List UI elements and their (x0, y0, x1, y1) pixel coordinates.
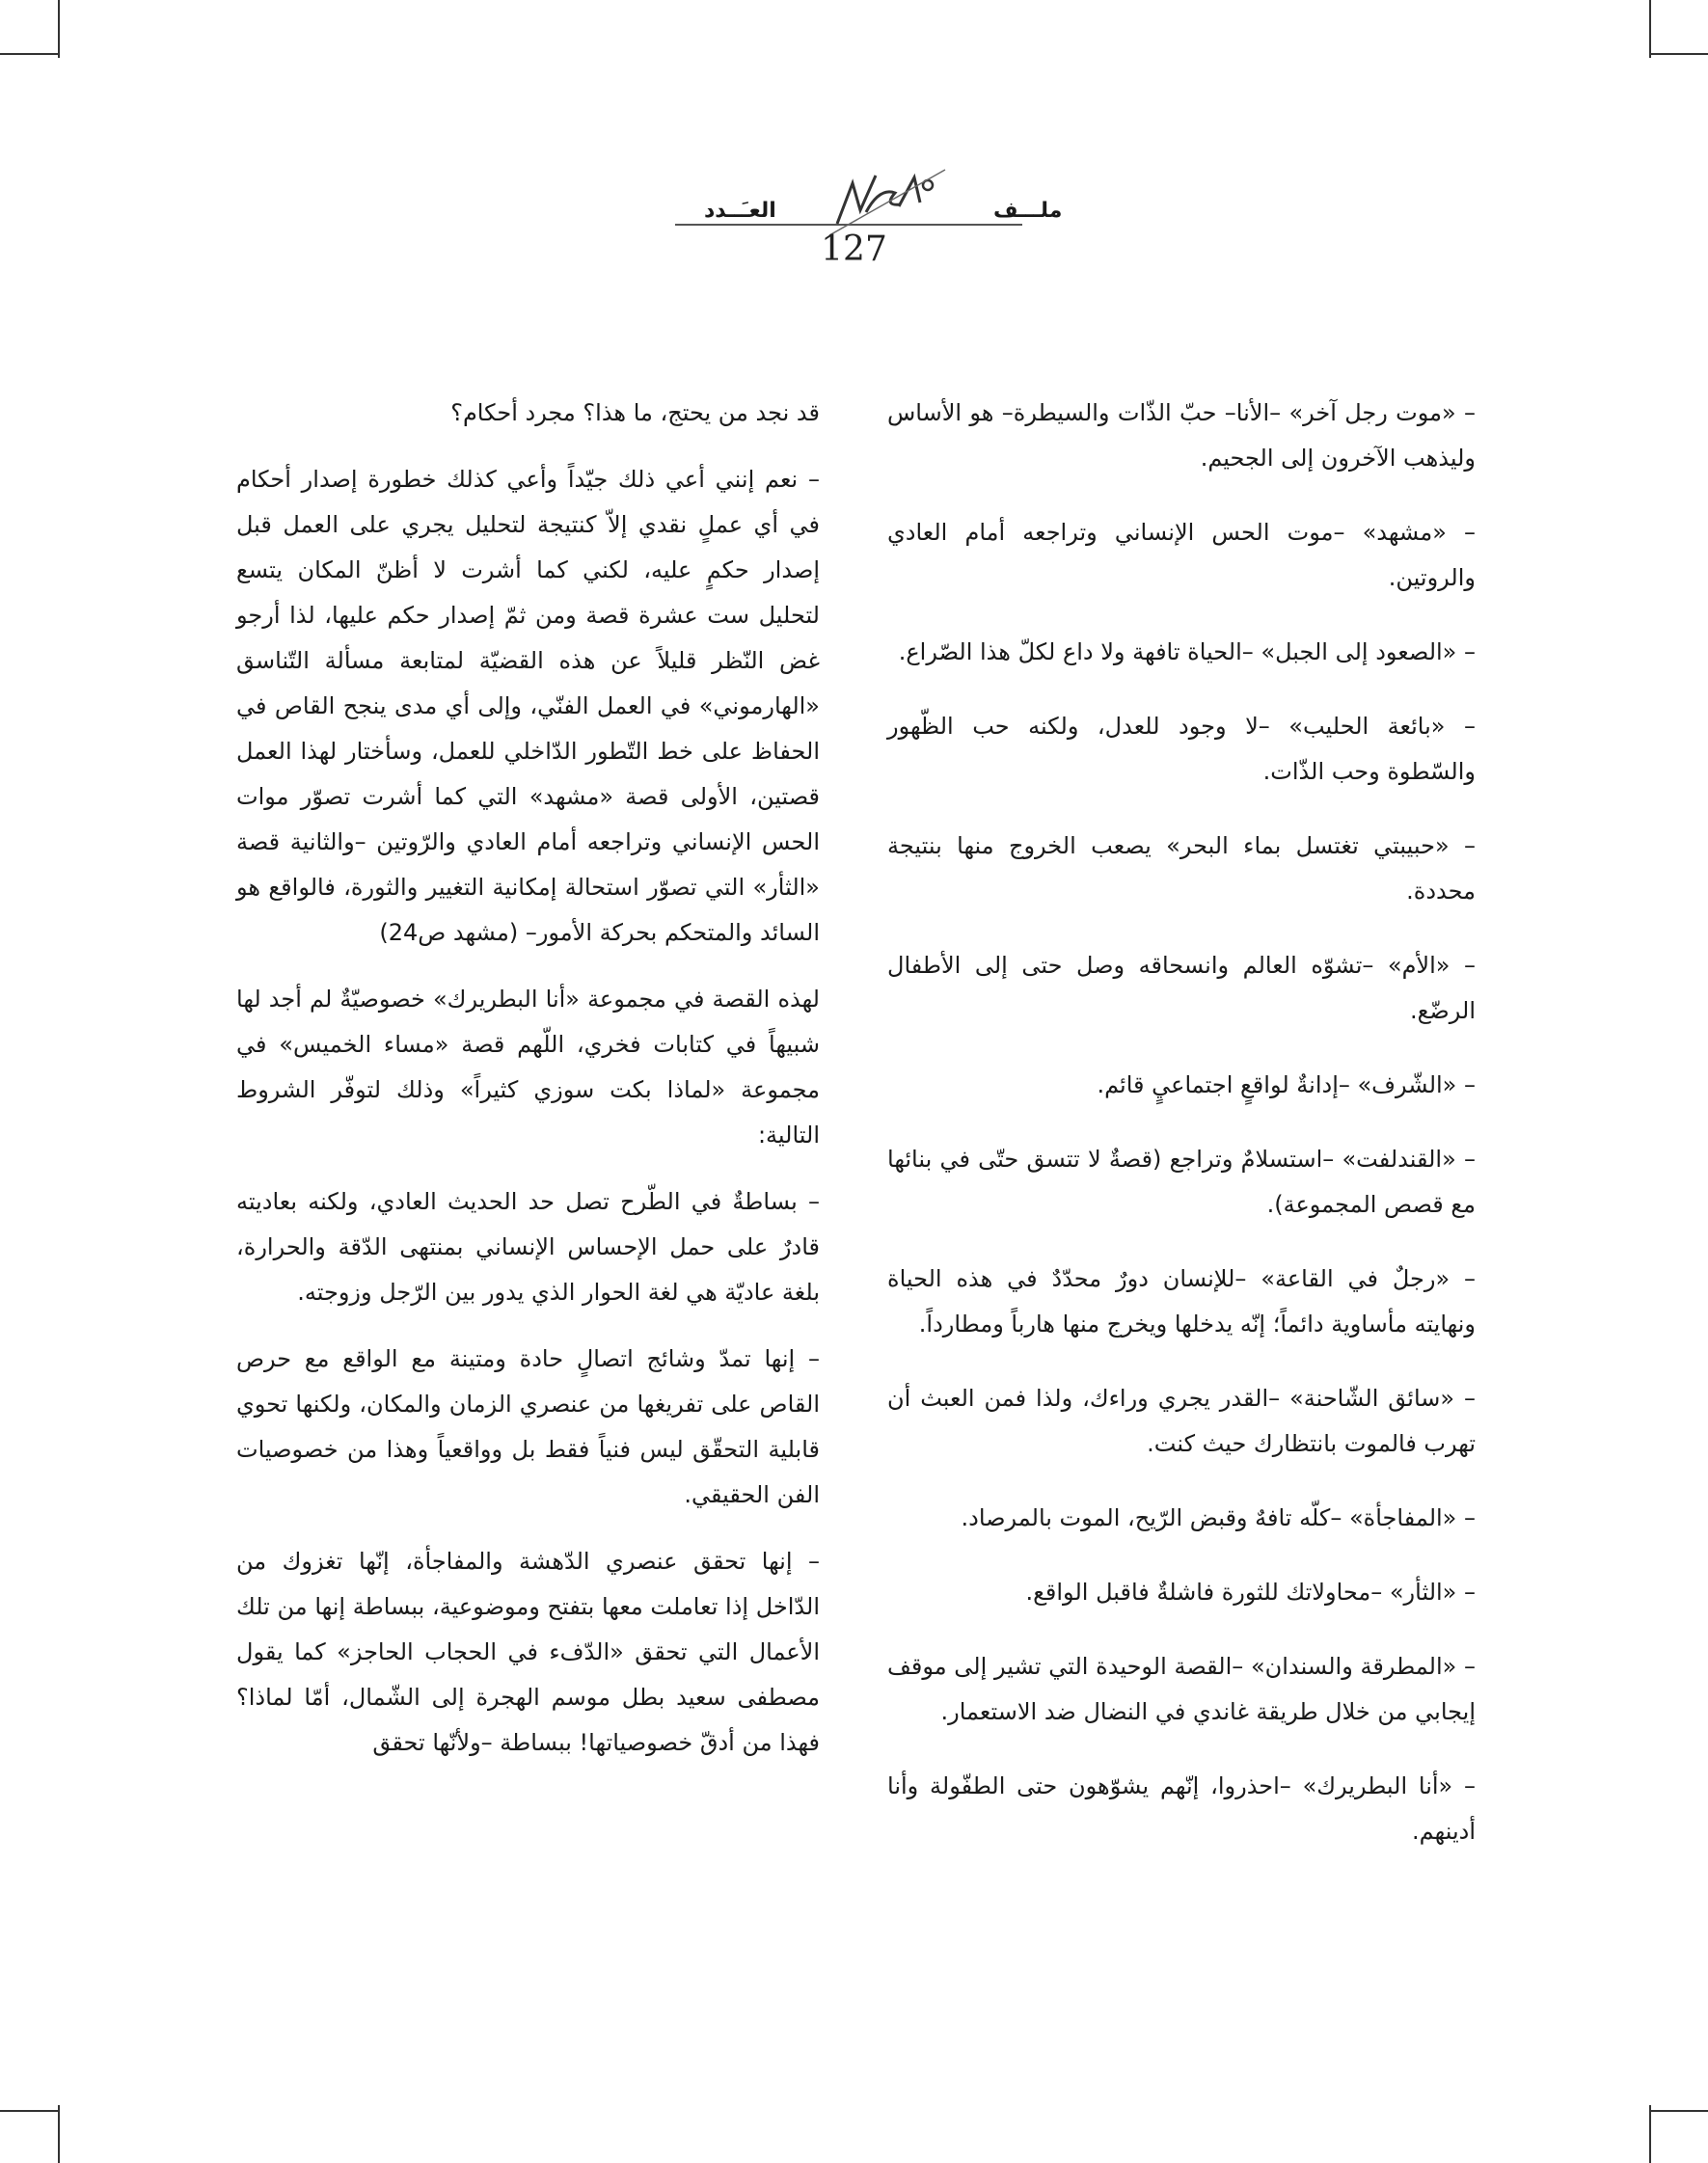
paragraph: لهذه القصة في مجموعة «أنا البطريرك» خصوصيّةٌ لم أجد لها شبيهاً في كتابات فخري، اللّهم قصة «مساء الخميس» في مجموعة «لماذا بكت سوزي كثيراً» وذلك لتوفّر الشروط التالية: (236, 986, 820, 1149)
paragraph: – إنها تحقق عنصري الدّهشة والمفاجأة، إنّها تغزوك من الدّاخل إذا تعاملت معها بتفتح وموضوعية، ببساطة إنها من تلك الأعمال التي تحقق «الدّفء في الحجاب الحاجز» كما يقول مصطفى سعيد بطل موسم الهجرة إلى الشّمال، أمّا لماذا؟ فهذا من أدقّ خصوصياتها! ببساطة –ولأنّها تحقق (236, 1548, 820, 1756)
crop-mark (1650, 2110, 1708, 2112)
right-column (887, 391, 1476, 1883)
paragraph: – إنها تمدّ وشائج اتصالٍ حادة ومتينة مع الواقع مع حرص القاص على تفريغها من عنصري الزمان والمكان، ولكنها تحوي قابلية التحقّق ليس فنياً فقط بل وواقعياً وهذا من خصوصيات الفن الحقيقي. (236, 1345, 820, 1508)
crop-mark (1649, 0, 1651, 58)
story-summary: – «موت رجل آخر» –الأنا– حبّ الذّات والسيطرة– هو الأساس وليذهب الآخرون إلى الجحيم. (887, 399, 1476, 472)
story-summary: – «الصعود إلى الجبل» –الحياة تافهة ولا داع لكلّ هذا الصّراع. (898, 638, 1476, 665)
left-column (236, 391, 820, 1787)
story-summary: – «المطرقة والسندان» –القصة الوحيدة التي تشير إلى موقف إيجابي من خلال طريقة غاندي في النضال ضد الاستعمار. (887, 1653, 1476, 1725)
crop-mark (1650, 53, 1708, 55)
crop-mark (58, 2105, 60, 2163)
page-header (0, 164, 1708, 289)
header-issue-label: العـَــدد (704, 199, 776, 223)
story-summary: – «بائعة الحليب» –لا وجود للعدل، ولكنه حب الظّهور والسّطوة وحب الذّات. (887, 713, 1476, 785)
story-summary: – «مشهد» –موت الحس الإنساني وتراجعه أمام العادي والروتين. (887, 519, 1476, 591)
story-summary: – «المفاجأة» –كلّه تافهٌ وقبض الرّيح، الموت بالمرصاد. (961, 1504, 1476, 1531)
story-summary: – «الأم» –تشوّه العالم وانسحاقه وصل حتى إلى الأطفال الرضّع. (887, 952, 1476, 1024)
story-summary: – «أنا البطريرك» –احذروا، إنّهم يشوّهون حتى الطفّولة وأنا أدينهم. (887, 1772, 1476, 1845)
page-number: 127 (821, 230, 887, 269)
story-summary: – «رجلٌ في القاعة» –للإنسان دورٌ محدّدٌ في هذه الحياة ونهايته مأساوية دائماً؛ إنّه يدخلها ويخرج منها هارباً ومطارداً. (887, 1265, 1476, 1338)
story-summary: – «الثأر» –محاولاتك للثورة فاشلةٌ فاقبل الواقع. (1025, 1579, 1476, 1606)
crop-mark (1649, 2105, 1651, 2163)
paragraph: – بساطةٌ في الطّرح تصل حد الحديث العادي، ولكنه بعاديته قادرٌ على حمل الإحساس الإنساني بمنتهى الدّقة والحرارة، بلغة عاديّة هي لغة الحوار الذي يدور بين الرّجل وزوجته. (236, 1188, 820, 1306)
story-summary: – «الشّرف» –إدانةٌ لواقعٍ اجتماعيٍ قائم. (1097, 1071, 1476, 1098)
crop-mark (0, 53, 58, 55)
story-summary: – «سائق الشّاحنة» –القدر يجري وراءك، ولذا فمن العبث أن تهرب فالموت بانتظارك حيث كنت. (887, 1385, 1476, 1457)
paragraph: – نعم إنني أعي ذلك جيّداً وأعي كذلك خطورة إصدار أحكام في أي عملٍ نقدي إلاّ كنتيجة لتحليل يجري على العمل قبل إصدار حكمٍ عليه، لكني كما أشرت لا أظنّ المكان يتسع لتحليل ست عشرة قصة ومن ثمّ إصدار حكم عليها، لذا أرجو غض النّظر قليلاً عن هذه القضيّة لمتابعة مسألة التّناسق «الهارموني» في العمل الفنّي، وإلى أي مدى ينجح القاص في الحفاظ على خط التّطور الدّاخلي للعمل، وسأختار لهذا العمل قصتين، الأولى قصة «مشهد» التي كما أشرت تصوّر موات الحس الإنساني وتراجعه أمام العادي والرّوتين –والثانية قصة «الثأر» التي تصوّر استحالة إمكانية التغيير والثورة، فالواقع هو السائد والمتحكم بحركة الأمور– (مشهد ص24) (236, 466, 820, 946)
header-section-label: ملـــف (993, 199, 1063, 223)
paragraph: قد نجد من يحتج، ما هذا؟ مجرد أحكام؟ (450, 399, 820, 426)
crop-mark (0, 2110, 58, 2112)
crop-mark (58, 0, 60, 58)
story-summary: – «القندلفت» –استسلامٌ وتراجع (قصةٌ لا تتسق حتّى في بنائها مع قصص المجموعة). (887, 1146, 1476, 1218)
story-summary: – «حبيبتي تغتسل بماء البحر» يصعب الخروج منها بنتيجة محددة. (887, 832, 1476, 905)
